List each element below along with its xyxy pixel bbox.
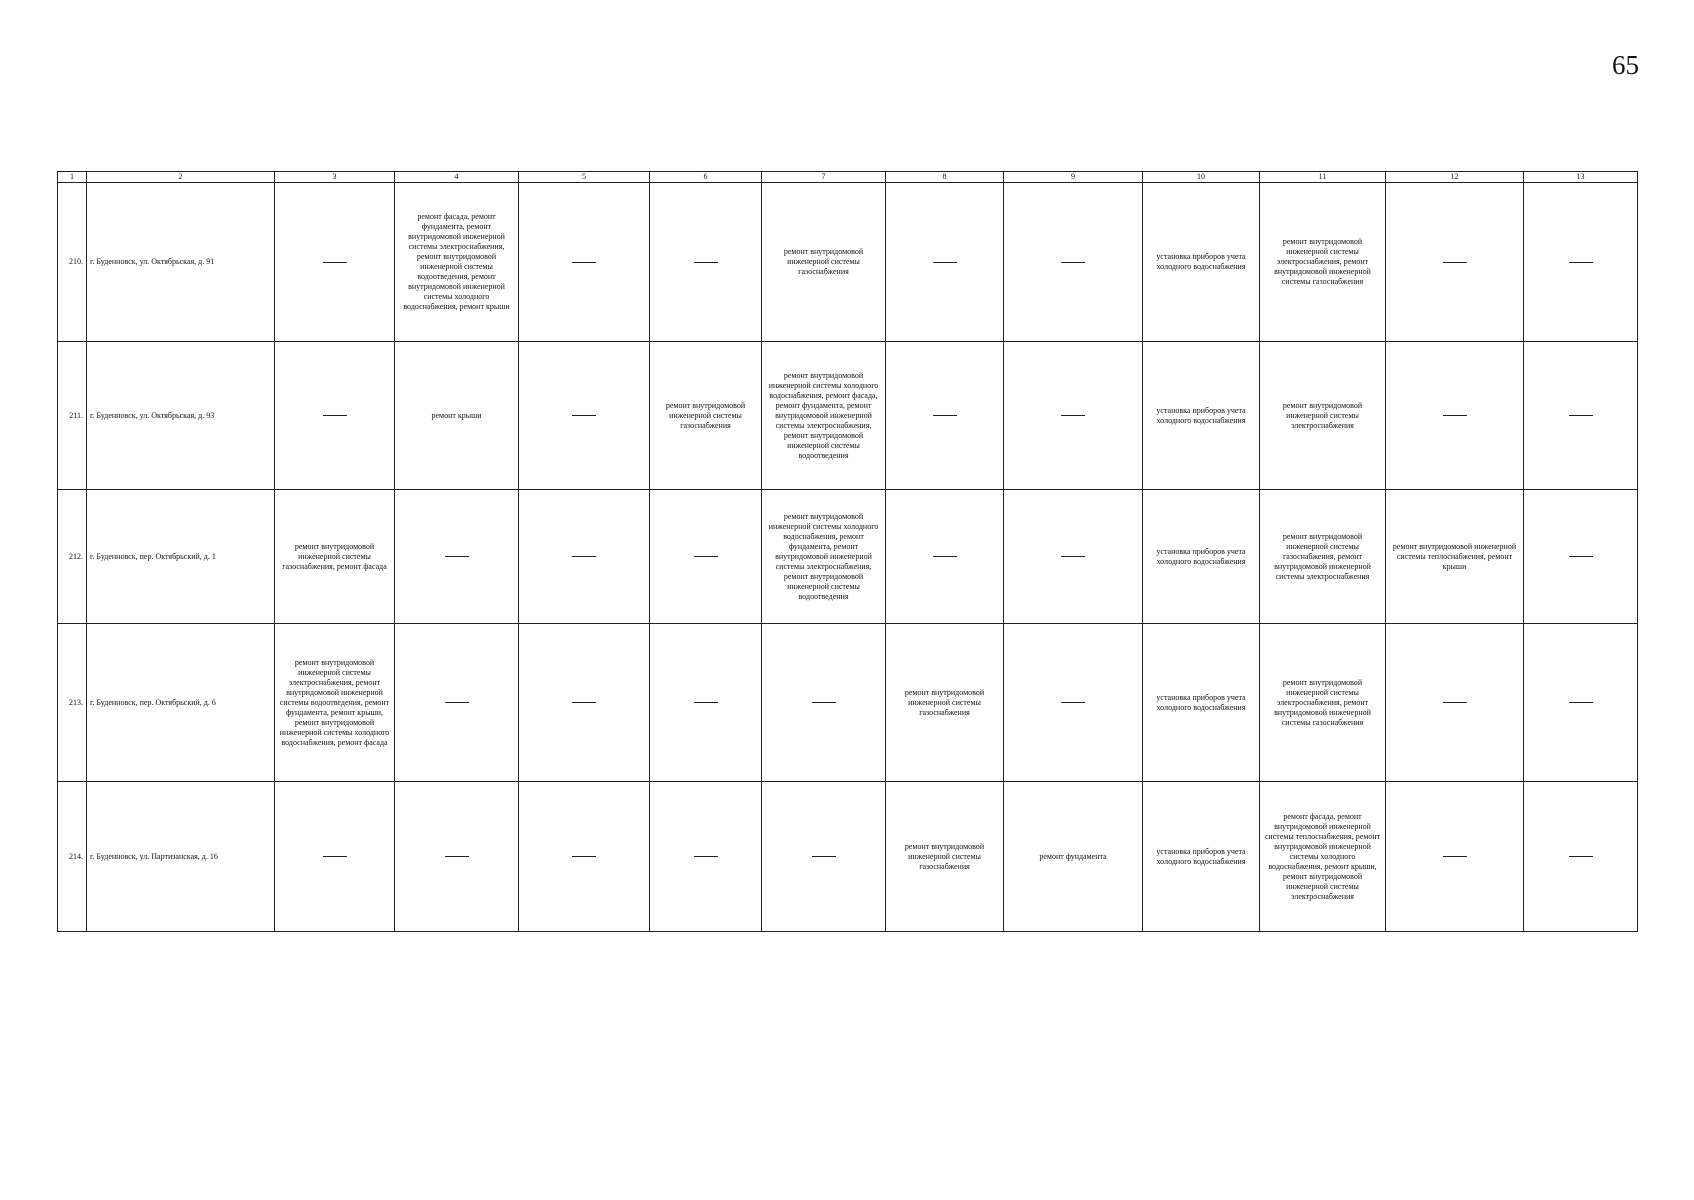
row-number: 211. (58, 342, 87, 490)
work-cell (275, 782, 395, 932)
work-cell (395, 624, 519, 782)
empty-cell-dash (1061, 262, 1085, 263)
work-cell (1004, 342, 1143, 490)
work-cell: ремонт внутридомовой инженерной системы холодного водоснабжения, ремонт фасада, ремонт фундамента, ремонт внутридомовой инженерной системы электроснабжения, ремонт внутридомовой инженерной системы водоотведения (762, 342, 886, 490)
work-cell: ремонт внутридомовой инженерной системы электроснабжения, ремонт внутридомовой инженерной системы водоотведения, ремонт фундамента, ремонт крыши, ремонт внутридомовой инженерной системы холодного водоснабжения, ремонт фасада (275, 624, 395, 782)
work-cell: ремонт фундамента (1004, 782, 1143, 932)
work-cell: ремонт внутридомовой инженерной системы холодного водоснабжения, ремонт фундамента, ремонт внутридомовой инженерной системы электроснабжения, ремонт внутридомовой инженерной системы водоотведения (762, 490, 886, 624)
work-cell (762, 782, 886, 932)
column-number-header: 5 (519, 172, 650, 183)
work-cell: ремонт фасада, ремонт фундамента, ремонт внутридомовой инженерной системы электроснабжения, ремонт внутридомовой инженерной системы водоотведения, ремонт внутридомовой инженерной системы холодного водоснабжения, ремонт крыши (395, 183, 519, 342)
repair-schedule-table (57, 171, 1638, 932)
table-row (58, 624, 1638, 782)
work-cell (650, 490, 762, 624)
work-cell: ремонт крыши (395, 342, 519, 490)
empty-cell-dash (445, 556, 469, 557)
column-number-header-row (58, 172, 1638, 183)
work-cell (1524, 183, 1638, 342)
empty-cell-dash (572, 415, 596, 416)
empty-cell-dash (1061, 415, 1085, 416)
work-cell: установка приборов учета холодного водоснабжения (1143, 782, 1260, 932)
work-cell: ремонт внутридомовой инженерной системы электроснабжения, ремонт внутридомовой инженерной системы газоснабжения (1260, 183, 1386, 342)
column-number-header: 10 (1143, 172, 1260, 183)
work-cell: ремонт внутридомовой инженерной системы теплоснабжения, ремонт крыши (1386, 490, 1524, 624)
empty-cell-dash (323, 262, 347, 263)
work-cell (1524, 342, 1638, 490)
work-cell: ремонт внутридомовой инженерной системы электроснабжения (1260, 342, 1386, 490)
work-cell (886, 342, 1004, 490)
empty-cell-dash (445, 702, 469, 703)
page-number: 65 (1612, 50, 1639, 80)
empty-cell-dash (694, 556, 718, 557)
work-cell (519, 624, 650, 782)
work-cell: установка приборов учета холодного водоснабжения (1143, 624, 1260, 782)
address-cell: г. Буденновск, ул. Партизанская, д. 16 (87, 782, 275, 932)
empty-cell-dash (1061, 702, 1085, 703)
row-number: 214. (58, 782, 87, 932)
table-row (58, 342, 1638, 490)
empty-cell-dash (572, 702, 596, 703)
work-cell (1004, 624, 1143, 782)
empty-cell-dash (933, 262, 957, 263)
column-number-header: 2 (87, 172, 275, 183)
column-number-header: 11 (1260, 172, 1386, 183)
address-cell: г. Буденновск, ул. Октябрьская, д. 93 (87, 342, 275, 490)
empty-cell-dash (1443, 856, 1467, 857)
empty-cell-dash (694, 856, 718, 857)
empty-cell-dash (1569, 556, 1593, 557)
work-cell: ремонт внутридомовой инженерной системы газоснабжения (762, 183, 886, 342)
work-cell (650, 183, 762, 342)
work-cell (275, 342, 395, 490)
table-row (58, 183, 1638, 342)
table-row (58, 782, 1638, 932)
empty-cell-dash (1569, 415, 1593, 416)
empty-cell-dash (572, 262, 596, 263)
work-cell (1386, 782, 1524, 932)
column-number-header: 7 (762, 172, 886, 183)
work-cell (519, 490, 650, 624)
work-cell (1524, 624, 1638, 782)
column-number-header: 8 (886, 172, 1004, 183)
empty-cell-dash (1443, 262, 1467, 263)
empty-cell-dash (933, 415, 957, 416)
empty-cell-dash (933, 556, 957, 557)
work-cell (1524, 782, 1638, 932)
work-cell (1386, 624, 1524, 782)
empty-cell-dash (812, 702, 836, 703)
empty-cell-dash (323, 415, 347, 416)
empty-cell-dash (1443, 702, 1467, 703)
work-cell: ремонт фасада, ремонт внутридомовой инженерной системы теплоснабжения, ремонт внутридомовой инженерной системы холодного водоснабжения, ремонт крыши, ремонт внутридомовой инженерной системы электроснабжения (1260, 782, 1386, 932)
row-number: 213. (58, 624, 87, 782)
row-number: 210. (58, 183, 87, 342)
column-number-header: 6 (650, 172, 762, 183)
work-cell: ремонт внутридомовой инженерной системы газоснабжения (886, 782, 1004, 932)
column-number-header: 4 (395, 172, 519, 183)
work-cell: установка приборов учета холодного водоснабжения (1143, 183, 1260, 342)
column-number-header: 13 (1524, 172, 1638, 183)
work-cell (395, 782, 519, 932)
work-cell (1386, 342, 1524, 490)
work-cell (1524, 490, 1638, 624)
work-cell: установка приборов учета холодного водоснабжения (1143, 342, 1260, 490)
work-cell (519, 782, 650, 932)
empty-cell-dash (812, 856, 836, 857)
empty-cell-dash (572, 856, 596, 857)
work-cell: ремонт внутридомовой инженерной системы газоснабжения, ремонт внутридомовой инженерной системы электроснабжения (1260, 490, 1386, 624)
empty-cell-dash (694, 702, 718, 703)
column-number-header: 3 (275, 172, 395, 183)
empty-cell-dash (1569, 262, 1593, 263)
empty-cell-dash (1061, 556, 1085, 557)
column-number-header: 9 (1004, 172, 1143, 183)
work-cell (395, 490, 519, 624)
empty-cell-dash (1569, 856, 1593, 857)
work-cell (519, 342, 650, 490)
work-cell (886, 183, 1004, 342)
work-cell (519, 183, 650, 342)
work-cell (1004, 183, 1143, 342)
empty-cell-dash (323, 856, 347, 857)
work-cell (1004, 490, 1143, 624)
row-number: 212. (58, 490, 87, 624)
work-cell: ремонт внутридомовой инженерной системы газоснабжения (650, 342, 762, 490)
empty-cell-dash (1443, 415, 1467, 416)
work-cell: ремонт внутридомовой инженерной системы газоснабжения, ремонт фасада (275, 490, 395, 624)
work-cell (886, 490, 1004, 624)
address-cell: г. Буденновск, пер. Октябрьский, д. 6 (87, 624, 275, 782)
work-cell: ремонт внутридомовой инженерной системы электроснабжения, ремонт внутридомовой инженерной системы газоснабжения (1260, 624, 1386, 782)
address-cell: г. Буденновск, пер. Октябрьский, д. 1 (87, 490, 275, 624)
table-row (58, 490, 1638, 624)
address-cell: г. Буденновск, ул. Октябрьская, д. 91 (87, 183, 275, 342)
work-cell: установка приборов учета холодного водоснабжения (1143, 490, 1260, 624)
work-cell (275, 183, 395, 342)
work-cell (650, 624, 762, 782)
empty-cell-dash (572, 556, 596, 557)
work-cell (1386, 183, 1524, 342)
column-number-header: 1 (58, 172, 87, 183)
work-cell (762, 624, 886, 782)
empty-cell-dash (694, 262, 718, 263)
column-number-header: 12 (1386, 172, 1524, 183)
work-cell: ремонт внутридомовой инженерной системы газоснабжения (886, 624, 1004, 782)
empty-cell-dash (1569, 702, 1593, 703)
work-cell (650, 782, 762, 932)
empty-cell-dash (445, 856, 469, 857)
